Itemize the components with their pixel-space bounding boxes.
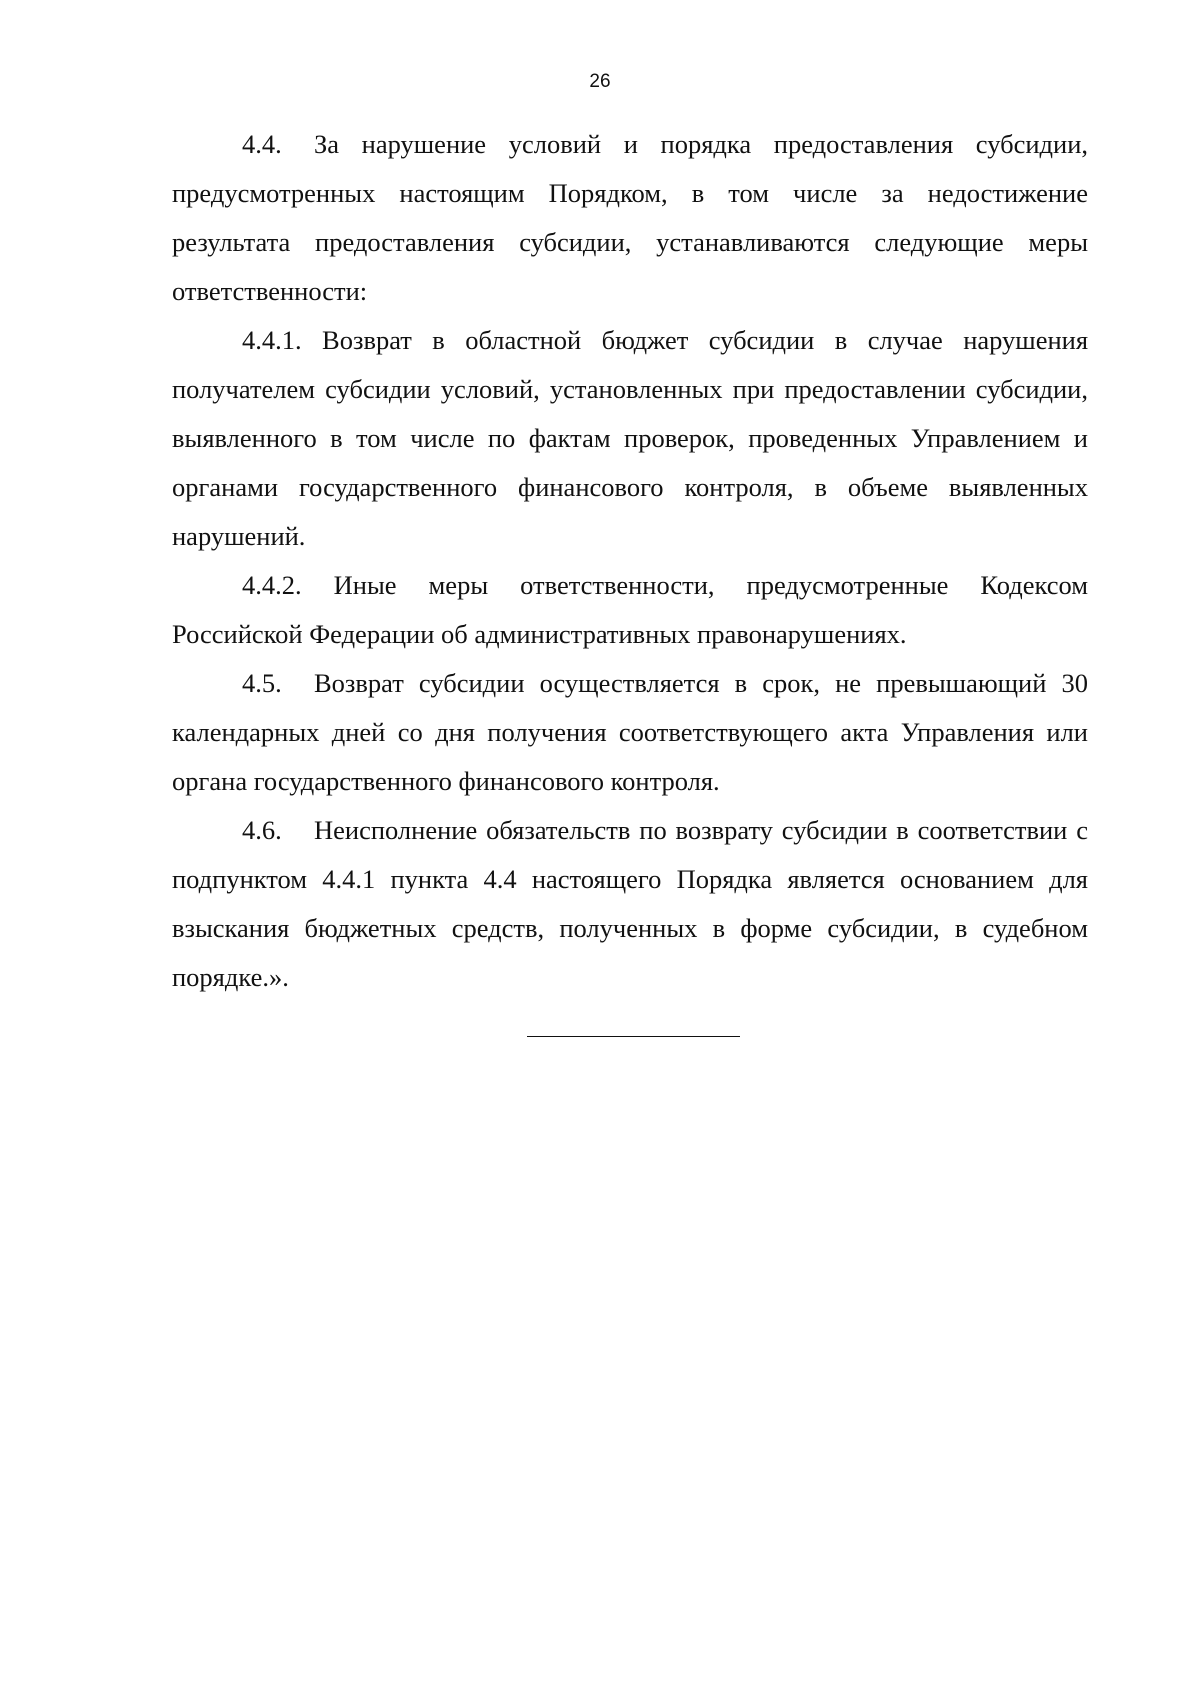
paragraph-text: Иные меры ответственности, предусмотренные Кодексом Российской Федерации об административных правонарушениях. — [172, 570, 1088, 649]
paragraph-text: Возврат в областной бюджет субсидии в случае нарушения получателем субсидии условий, установленных при предоставлении субсидии, выявленного в том числе по фактам проверок, проведенных Управлением и органами государственного финансового контроля, в объеме выявленных нарушений. — [172, 325, 1089, 551]
paragraph-4-5 — [172, 659, 1088, 806]
paragraph-4-4-2 — [172, 561, 1088, 659]
document-body — [172, 120, 1088, 1002]
paragraph-4-4-1 — [172, 316, 1088, 561]
paragraph-text: За нарушение условий и порядка предоставления субсидии, предусмотренных настоящим Порядком, в том числе за недостижение результата предоставления субсидии, устанавливаются следующие меры ответственности: — [172, 129, 1088, 306]
page-number: 26 — [589, 71, 611, 92]
paragraph-number: 4.5. — [242, 668, 282, 698]
paragraph-number: 4.4.2. — [242, 570, 302, 600]
paragraph-text: Неисполнение обязательств по возврату субсидии в соответствии с подпунктом 4.4.1 пункта 4.4 настоящего Порядка является основанием для взыскания бюджетных средств, полученных в форме субсидии, в судебном порядке.». — [172, 815, 1088, 992]
paragraph-4-6 — [172, 806, 1088, 1002]
paragraph-number: 4.4. — [242, 129, 282, 159]
closing-rule — [527, 1036, 740, 1037]
paragraph-text: Возврат субсидии осуществляется в срок, не превышающий 30 календарных дней со дня получения соответствующего акта Управления или органа государственного финансового контроля. — [172, 668, 1088, 796]
paragraph-number: 4.4.1. — [242, 325, 302, 355]
paragraph-number: 4.6. — [242, 815, 282, 845]
paragraph-4-4 — [172, 120, 1088, 316]
